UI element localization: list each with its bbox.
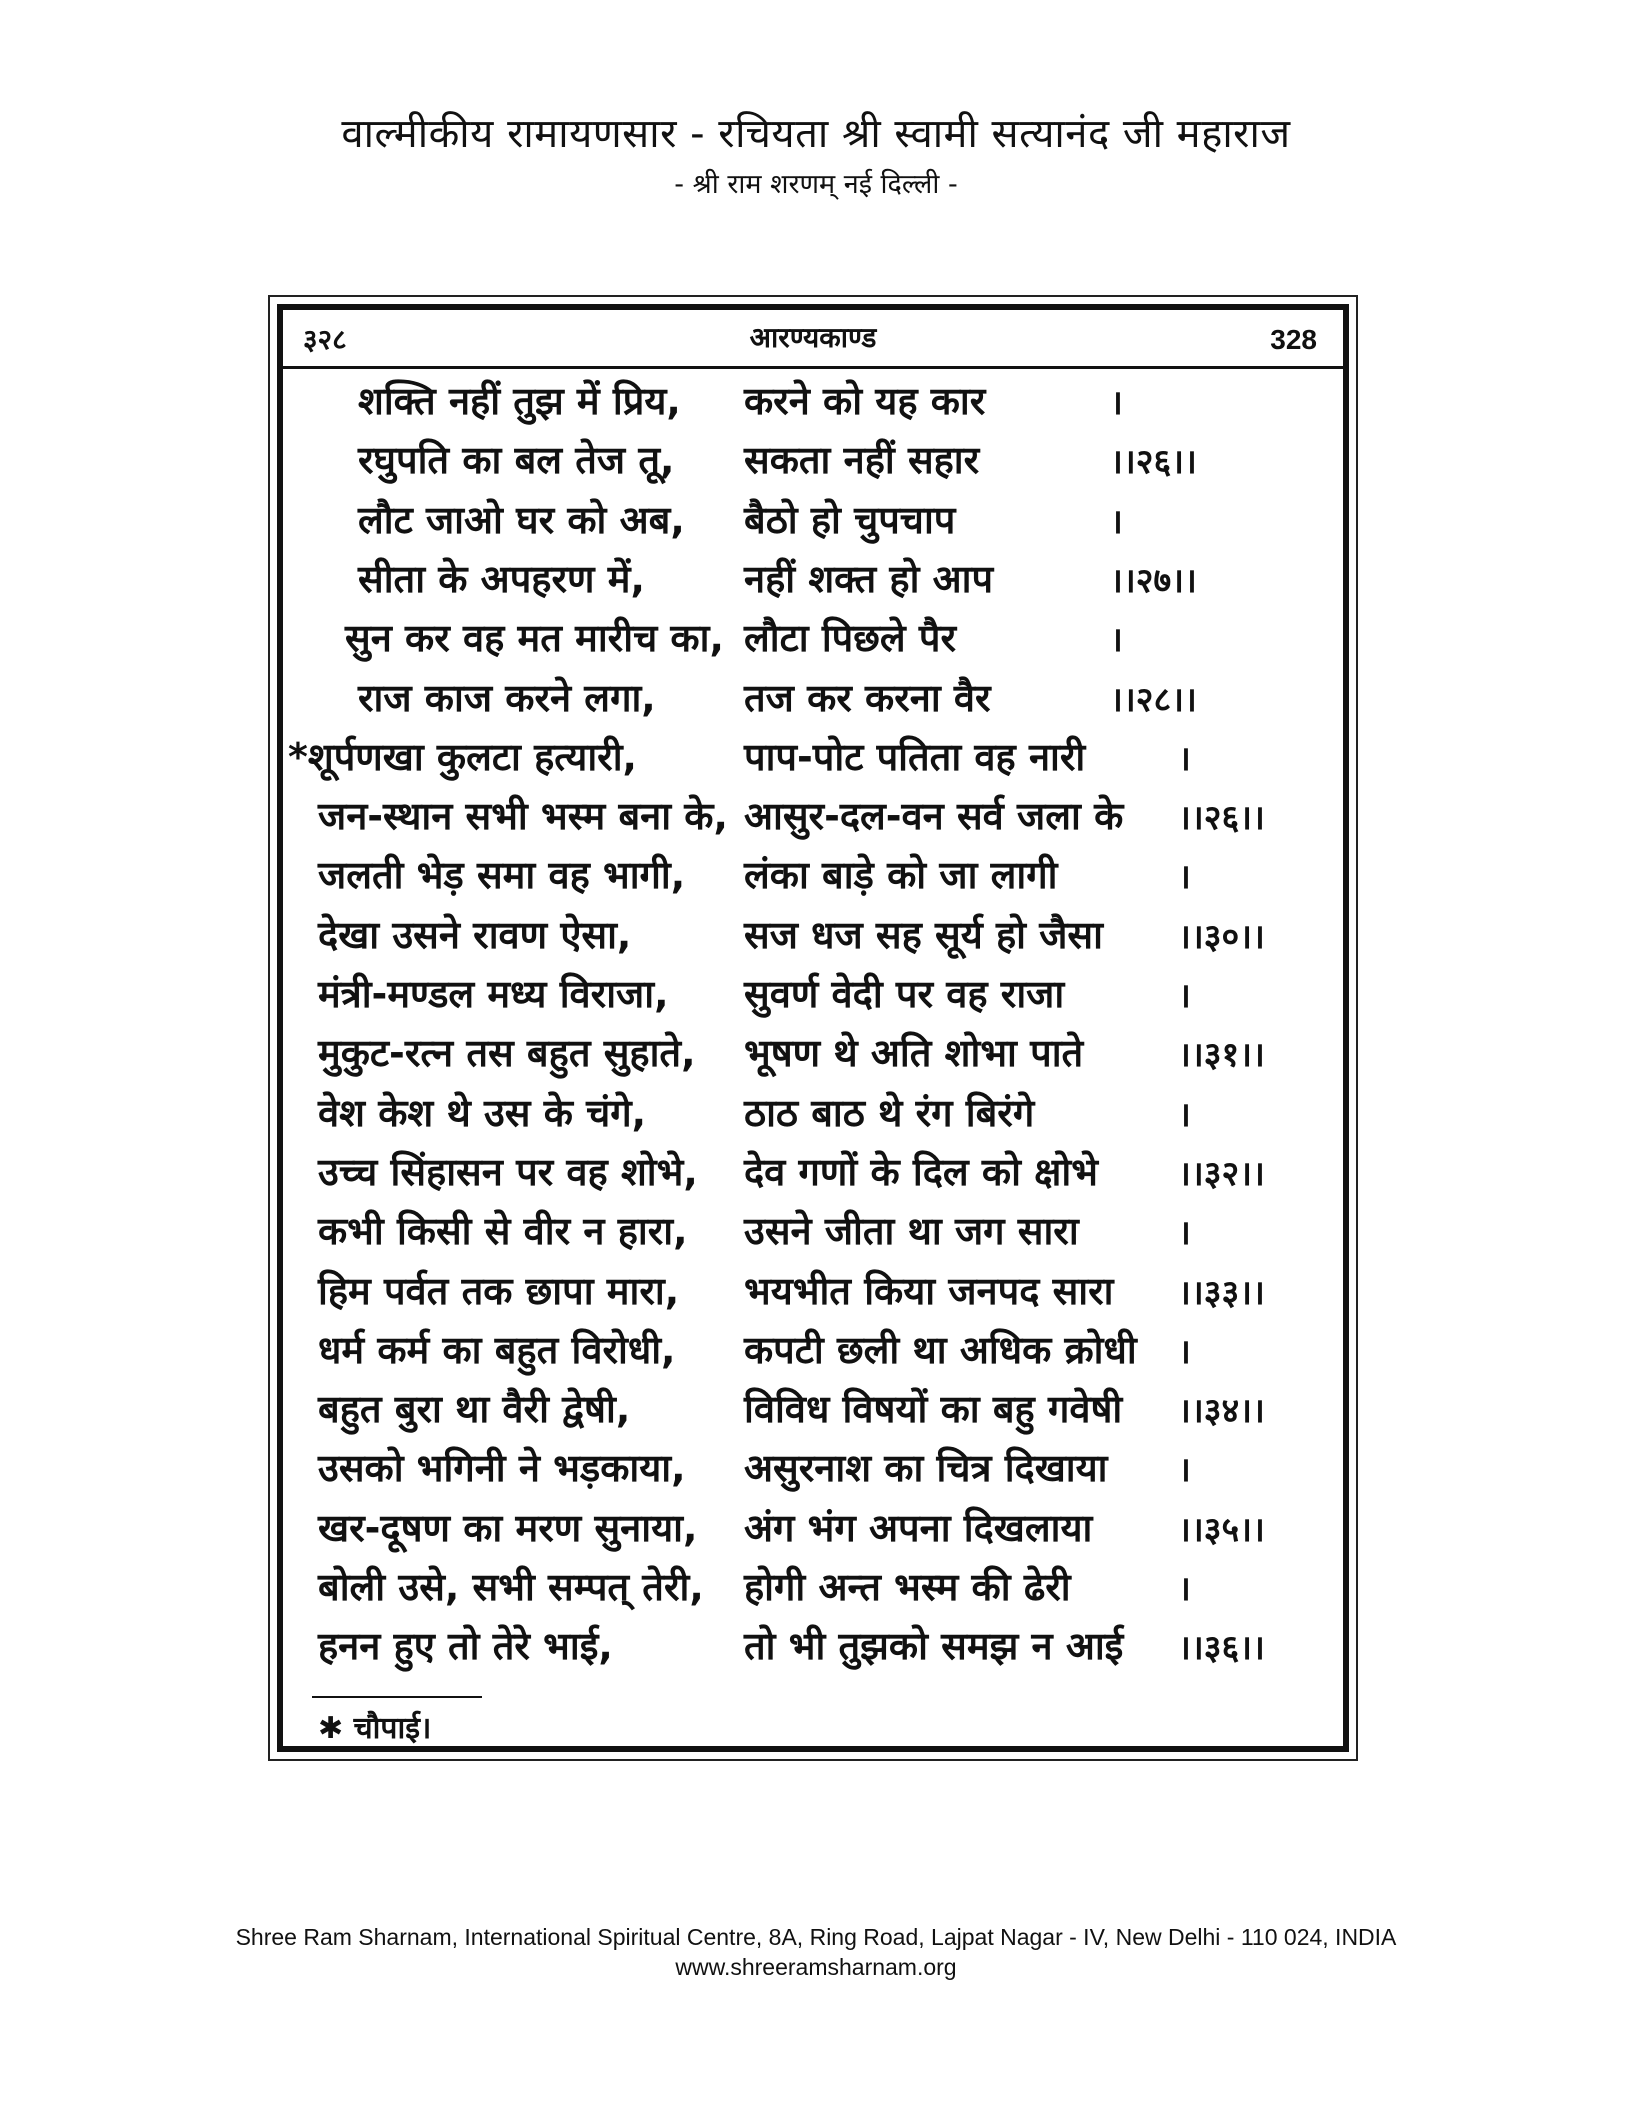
verse-number: ।।२८।। <box>1110 680 1197 720</box>
verse-right: आसुर-दल-वन सर्व जला के <box>744 794 1124 838</box>
verse-right: ठाठ बाठ थे रंग बिरंगे <box>744 1091 1035 1135</box>
section-title: आरण्यकाण्ड <box>749 321 877 354</box>
verse-right: उसने जीता था जग सारा <box>744 1209 1079 1253</box>
verse-right: बैठो हो चुपचाप <box>744 498 956 542</box>
verse-number: । <box>1110 502 1123 542</box>
verse-left: लौट जाओ घर को अब, <box>358 498 685 542</box>
verse-number: ।।३५।। <box>1178 1510 1265 1550</box>
verse-right: सकता नहीं सहार <box>744 438 980 482</box>
verse-right: भयभीत किया जनपद सारा <box>744 1269 1114 1313</box>
verse-right: सज धज सह सूर्य हो जैसा <box>744 913 1103 957</box>
verse-number: । <box>1110 383 1123 423</box>
verse-number: ।।२६।। <box>1178 798 1265 838</box>
verse-right: विविध विषयों का बहु गवेषी <box>744 1387 1123 1431</box>
verse-right: करने को यह कार <box>744 379 986 423</box>
verse-right: देव गणों के दिल को क्षोभे <box>744 1150 1098 1194</box>
verse-left: उसको भगिनी ने भड़काया, <box>318 1446 686 1490</box>
verse-number: । <box>1178 1095 1191 1135</box>
verse-right: कपटी छली था अधिक क्रोधी <box>744 1328 1137 1372</box>
footer-website[interactable]: www.shreeramsharnam.org <box>675 1954 957 1980</box>
verse-number: । <box>1178 739 1191 779</box>
page-header <box>283 310 1343 366</box>
header-divider <box>283 366 1343 369</box>
verse-number: ।।३६।। <box>1178 1628 1265 1668</box>
verse-number: ।।३२।। <box>1178 1154 1265 1194</box>
verse-right: असुरनाश का चित्र दिखाया <box>744 1446 1108 1490</box>
verse-right: नहीं शक्त हो आप <box>744 557 994 601</box>
verse-left: हनन हुए तो तेरे भाई, <box>318 1624 613 1668</box>
verse-right: लंका बाड़े को जा लागी <box>744 853 1058 897</box>
verse-left: बहुत बुरा था वैरी द्वेषी, <box>318 1387 631 1431</box>
verse-number: । <box>1178 1213 1191 1253</box>
verse-left: मुकुट-रत्न तस बहुत सुहाते, <box>318 1031 696 1075</box>
verse-number: । <box>1178 976 1191 1016</box>
verse-right: भूषण थे अति शोभा पाते <box>744 1031 1084 1075</box>
verse-number: ।।२७।। <box>1110 561 1197 601</box>
verse-left: बोली उसे, सभी सम्पत् तेरी, <box>318 1565 704 1609</box>
verse-right: लौटा पिछले पैर <box>744 616 957 660</box>
footnote-divider <box>312 1696 482 1698</box>
page-number-hindi: ३२८ <box>303 323 347 356</box>
verse-right: तो भी तुझको समझ न आई <box>744 1624 1124 1668</box>
verse-left: हिम पर्वत तक छापा मारा, <box>318 1269 680 1313</box>
verse-right: सुवर्ण वेदी पर वह राजा <box>744 972 1065 1016</box>
footer-address: Shree Ram Sharnam, International Spiritual Centre, 8A, Ring Road, Lajpat Nagar - IV, New Delhi - 110 024, INDIA <box>235 1924 1397 1950</box>
verse-number: । <box>1178 1450 1191 1490</box>
verse-left: रघुपति का बल तेज तू, <box>358 438 675 482</box>
verse-right: पाप-पोट पतिता वह नारी <box>744 735 1086 779</box>
verse-left: धर्म कर्म का बहुत विरोधी, <box>318 1328 676 1372</box>
verse-number: । <box>1178 1569 1191 1609</box>
verse-left: जन-स्थान सभी भस्म बना के, <box>318 794 728 838</box>
verse-left: देखा उसने रावण ऐसा, <box>318 913 632 957</box>
verse-left: वेश केश थे उस के चंगे, <box>318 1091 647 1135</box>
verse-left: कभी किसी से वीर न हारा, <box>318 1209 688 1253</box>
verse-left: सीता के अपहरण में, <box>358 557 645 601</box>
verse-number: । <box>1178 1332 1191 1372</box>
footnote: ✱ चौपाई। <box>318 1711 432 1746</box>
book-title: वाल्मीकीय रामायणसार - रचियता श्री स्वामी सत्यानंद जी महाराज <box>341 111 1291 157</box>
verse-number: ।।३०।। <box>1178 917 1265 957</box>
verse-number: । <box>1178 857 1191 897</box>
verse-right: होगी अन्त भस्म की ढेरी <box>744 1565 1071 1609</box>
book-subtitle: - श्री राम शरणम् नई दिल्ली - <box>674 169 958 200</box>
verse-number: ।।३१।। <box>1178 1035 1265 1075</box>
verse-left: सुन कर वह मत मारीच का, <box>345 616 724 660</box>
verse-right: तज कर करना वैर <box>744 676 991 720</box>
verse-left: राज काज करने लगा, <box>358 676 656 720</box>
verse-left: मंत्री-मण्डल मध्य विराजा, <box>318 972 669 1016</box>
verse-left: खर-दूषण का मरण सुनाया, <box>318 1506 698 1550</box>
verse-number: ।।३४।। <box>1178 1391 1265 1431</box>
verse-left: *शूर्पणखा कुलटा हत्यारी, <box>288 735 637 779</box>
verse-number: । <box>1110 620 1123 660</box>
verse-number: ।।२६।। <box>1110 442 1197 482</box>
verse-number: ।।३३।। <box>1178 1273 1265 1313</box>
verse-left: उच्च सिंहासन पर वह शोभे, <box>318 1150 698 1194</box>
verse-left: जलती भेड़ समा वह भागी, <box>318 853 686 897</box>
verse-left: शक्ति नहीं तुझ में प्रिय, <box>358 379 681 423</box>
verse-right: अंग भंग अपना दिखलाया <box>744 1506 1093 1550</box>
page-number: 328 <box>1270 324 1317 355</box>
